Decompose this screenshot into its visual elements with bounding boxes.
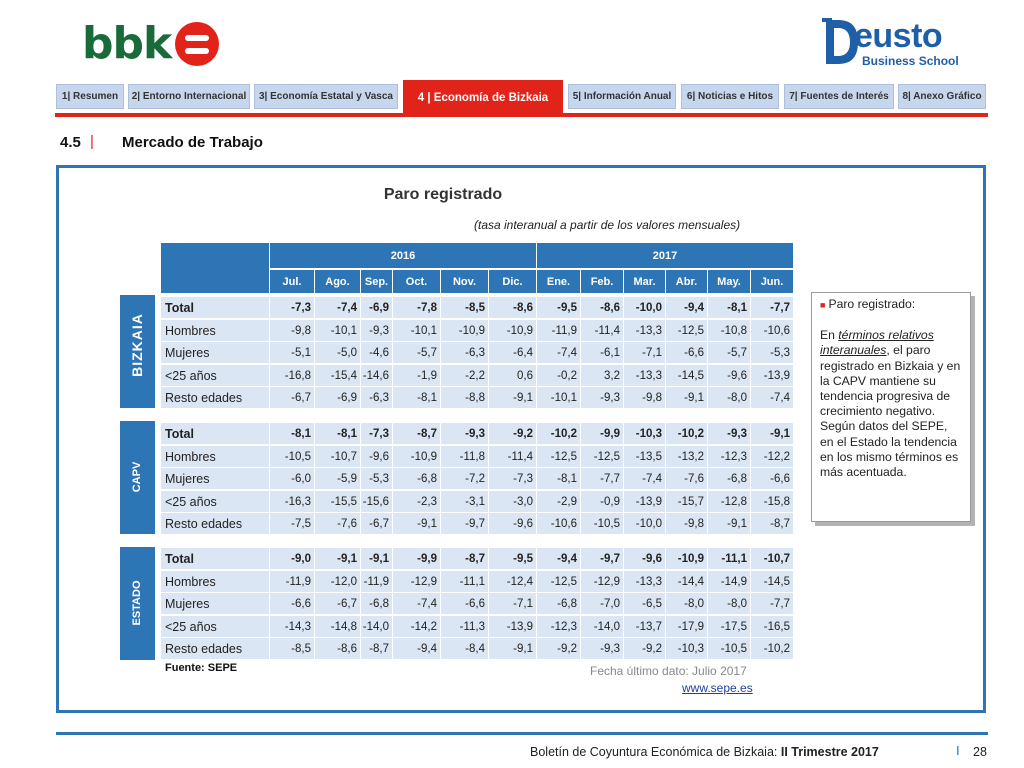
- table-cell: -7,4: [536, 342, 580, 363]
- table-cell: -8,7: [360, 638, 392, 659]
- table-cell: -6,3: [440, 342, 488, 363]
- table-cell: -14,5: [750, 571, 793, 592]
- table-cell: 0,6: [488, 365, 536, 386]
- table-cell: -10,5: [580, 513, 623, 534]
- table-cell: -12,5: [580, 446, 623, 467]
- tab-economia-estatal-vasca[interactable]: 3| Economía Estatal y Vasca: [254, 84, 398, 109]
- footer-separator: I: [956, 743, 960, 758]
- page-number: 28: [973, 745, 987, 759]
- table-cell: -10,5: [707, 638, 750, 659]
- month-header: Jun.: [750, 270, 793, 293]
- section-title: Mercado de Trabajo: [122, 134, 263, 151]
- table-cell: -10,3: [623, 423, 665, 444]
- section-number: 4.5: [60, 134, 81, 151]
- table-cell: -9,8: [269, 320, 314, 341]
- table-cell: -6,4: [488, 342, 536, 363]
- table-cell: -5,3: [750, 342, 793, 363]
- table-cell: -9,1: [488, 387, 536, 408]
- table-cell: -15,7: [665, 491, 707, 512]
- table-cell: -9,3: [580, 387, 623, 408]
- row-label: Total: [161, 297, 269, 318]
- table-cell: -9,9: [392, 548, 440, 569]
- group-bar-bizkaia: [120, 295, 155, 408]
- row-label: Mujeres: [161, 468, 269, 489]
- table-cell: -6,7: [269, 387, 314, 408]
- table-cell: -7,7: [750, 297, 793, 318]
- table-cell: -6,6: [440, 593, 488, 614]
- table-cell: -8,0: [665, 593, 707, 614]
- table-cell: -7,5: [269, 513, 314, 534]
- row-label: Total: [161, 548, 269, 569]
- group-bar-capv: [120, 421, 155, 534]
- row-label: <25 años: [161, 365, 269, 386]
- table-cell: -16,3: [269, 491, 314, 512]
- table-cell: -6,6: [750, 468, 793, 489]
- table-cell: -10,9: [665, 548, 707, 569]
- table-cell: -5,9: [314, 468, 360, 489]
- table-cell: -9,2: [536, 638, 580, 659]
- table-cell: -9,8: [623, 387, 665, 408]
- row-label: Mujeres: [161, 342, 269, 363]
- table-cell: -12,9: [580, 571, 623, 592]
- table-cell: -8,0: [707, 387, 750, 408]
- table-cell: -9,2: [623, 638, 665, 659]
- table-cell: -12,3: [536, 616, 580, 637]
- table-cell: -7,6: [314, 513, 360, 534]
- row-label: <25 años: [161, 491, 269, 512]
- table-cell: -9,4: [536, 548, 580, 569]
- table-cell: -0,9: [580, 491, 623, 512]
- table-cell: -13,3: [623, 571, 665, 592]
- table-cell: -8,1: [392, 387, 440, 408]
- table-cell: -11,1: [707, 548, 750, 569]
- month-header: Dic.: [488, 270, 536, 293]
- table-cell: -8,6: [488, 297, 536, 318]
- row-label: Hombres: [161, 446, 269, 467]
- table-cell: -7,6: [665, 468, 707, 489]
- table-cell: -9,1: [707, 513, 750, 534]
- table-cell: -10,2: [536, 423, 580, 444]
- tab-economia-bizkaia[interactable]: 4 | Economía de Bizkaia: [403, 80, 563, 115]
- deusto-logo: [820, 16, 970, 72]
- group-label-estado: ESTADO: [131, 580, 143, 626]
- table-cell: -10,0: [623, 297, 665, 318]
- table-cell: -14,3: [269, 616, 314, 637]
- table-cell: -15,6: [360, 491, 392, 512]
- table-cell: -8,4: [440, 638, 488, 659]
- table-cell: -13,9: [750, 365, 793, 386]
- footer-text: Boletín de Coyuntura Económica de Bizkaia: II Trimestre 2017: [530, 745, 879, 759]
- table-cell: -1,9: [392, 365, 440, 386]
- table-cell: -3,0: [488, 491, 536, 512]
- table-cell: -9,1: [314, 548, 360, 569]
- table-cell: -8,0: [707, 593, 750, 614]
- table-cell: -6,3: [360, 387, 392, 408]
- deusto-logo-sub: Business School: [862, 54, 959, 68]
- table-cell: -9,8: [665, 513, 707, 534]
- table-cell: -6,9: [314, 387, 360, 408]
- table-cell: -9,7: [580, 548, 623, 569]
- table-cell: -10,0: [623, 513, 665, 534]
- table-cell: -5,7: [392, 342, 440, 363]
- table-cell: -7,3: [360, 423, 392, 444]
- table-cell: -12,5: [536, 446, 580, 467]
- table-cell: -12,2: [750, 446, 793, 467]
- table-cell: -14,9: [707, 571, 750, 592]
- bbk-logo: [82, 18, 219, 69]
- table-cell: -9,4: [392, 638, 440, 659]
- table-cell: -13,9: [623, 491, 665, 512]
- table-cell: -2,9: [536, 491, 580, 512]
- table-cell: -11,9: [269, 571, 314, 592]
- table-cell: -10,2: [750, 638, 793, 659]
- table-cell: -9,7: [440, 513, 488, 534]
- table-cell: -9,3: [440, 423, 488, 444]
- table-cell: -10,1: [536, 387, 580, 408]
- table-cell: -11,4: [488, 446, 536, 467]
- table-cell: -2,3: [392, 491, 440, 512]
- table-cell: -8,7: [392, 423, 440, 444]
- table-cell: -6,9: [360, 297, 392, 318]
- row-label: Resto edades: [161, 638, 269, 659]
- table-cell: -8,7: [750, 513, 793, 534]
- commentary-text: En términos relativos interanuales, el paro registrado en Bizkaia y en la CAPV mantiene su tendencia progresiva de crecimiento negativo. Según datos del SEPE, en el Estado la tendencia en los mismo términos es más acentuada.: [820, 328, 961, 480]
- group-bar-estado: [120, 547, 155, 660]
- table-subtitle: (tasa interanual a partir de los valores mensuales): [474, 218, 741, 232]
- table-cell: -10,2: [665, 423, 707, 444]
- table-cell: -8,8: [440, 387, 488, 408]
- footer-line: [56, 732, 988, 735]
- table-cell: -12,0: [314, 571, 360, 592]
- row-label: Mujeres: [161, 593, 269, 614]
- table-cell: -7,1: [488, 593, 536, 614]
- table-cell: -11,9: [536, 320, 580, 341]
- table-cell: -6,6: [665, 342, 707, 363]
- commentary-emphasis: términos relativos interanuales: [820, 328, 934, 358]
- table-cell: -10,7: [750, 548, 793, 569]
- table-cell: -6,7: [314, 593, 360, 614]
- table-cell: -6,1: [580, 342, 623, 363]
- table-cell: -7,7: [750, 593, 793, 614]
- table-cell: -9,5: [536, 297, 580, 318]
- table-cell: -12,9: [392, 571, 440, 592]
- table-cell: -11,1: [440, 571, 488, 592]
- table-cell: -14,4: [665, 571, 707, 592]
- table-cell: -10,3: [665, 638, 707, 659]
- table-cell: -9,9: [580, 423, 623, 444]
- table-cell: -7,0: [580, 593, 623, 614]
- table-cell: -9,3: [580, 638, 623, 659]
- table-cell: -10,6: [750, 320, 793, 341]
- table-cell: -6,7: [360, 513, 392, 534]
- table-cell: -14,2: [392, 616, 440, 637]
- group-label-capv: CAPV: [131, 461, 143, 493]
- commentary-box: [811, 292, 971, 522]
- month-header: Mar.: [623, 270, 665, 293]
- table-cell: -11,8: [440, 446, 488, 467]
- table-cell: -12,5: [665, 320, 707, 341]
- month-header: Ago.: [314, 270, 360, 293]
- month-header: Ene.: [536, 270, 580, 293]
- table-cell: -9,4: [665, 297, 707, 318]
- table-cell: -7,3: [488, 468, 536, 489]
- table-cell: -9,3: [707, 423, 750, 444]
- footer-period: II Trimestre 2017: [780, 745, 879, 759]
- table-cell: -9,1: [665, 387, 707, 408]
- table-cell: -10,9: [392, 446, 440, 467]
- table-cell: -9,1: [488, 638, 536, 659]
- table-cell: -7,4: [750, 387, 793, 408]
- table-cell: -10,1: [392, 320, 440, 341]
- table-cell: -14,5: [665, 365, 707, 386]
- last-date-note: Fecha último dato: Julio 2017: [590, 664, 747, 678]
- table-cell: -9,6: [488, 513, 536, 534]
- row-label: Resto edades: [161, 513, 269, 534]
- deusto-logo-word: eusto: [854, 17, 943, 55]
- table-cell: -4,6: [360, 342, 392, 363]
- table-cell: -5,1: [269, 342, 314, 363]
- row-label: <25 años: [161, 616, 269, 637]
- source-note: Fuente: SEPE: [165, 662, 238, 674]
- table-corner: [161, 243, 269, 293]
- table-cell: -10,7: [314, 446, 360, 467]
- table-cell: -2,2: [440, 365, 488, 386]
- table-cell: -14,8: [314, 616, 360, 637]
- table-cell: -6,5: [623, 593, 665, 614]
- table-cell: -11,4: [580, 320, 623, 341]
- table-cell: -9,1: [360, 548, 392, 569]
- row-label: Total: [161, 423, 269, 444]
- table-cell: -13,3: [623, 320, 665, 341]
- table-cell: -13,3: [623, 365, 665, 386]
- row-label: Hombres: [161, 320, 269, 341]
- table-cell: -12,4: [488, 571, 536, 592]
- table-cell: -6,8: [536, 593, 580, 614]
- month-header: Abr.: [665, 270, 707, 293]
- table-cell: -9,3: [360, 320, 392, 341]
- table-cell: -8,6: [314, 638, 360, 659]
- commentary-heading: ■ Paro registrado:: [820, 297, 916, 311]
- table-cell: -13,9: [488, 616, 536, 637]
- table-cell: -7,4: [623, 468, 665, 489]
- table-cell: -6,8: [707, 468, 750, 489]
- table-cell: -6,6: [269, 593, 314, 614]
- table-cell: -10,5: [269, 446, 314, 467]
- month-header: Sep.: [360, 270, 392, 293]
- group-label-bizkaia: BIZKAIA: [129, 313, 145, 377]
- table-cell: -10,9: [488, 320, 536, 341]
- table-cell: -8,5: [269, 638, 314, 659]
- table-cell: -17,9: [665, 616, 707, 637]
- table-cell: -7,8: [392, 297, 440, 318]
- table-cell: -7,1: [623, 342, 665, 363]
- table-cell: -9,1: [392, 513, 440, 534]
- table-cell: -10,9: [440, 320, 488, 341]
- table-cell: -8,7: [440, 548, 488, 569]
- table-cell: -7,3: [269, 297, 314, 318]
- table-cell: 3,2: [580, 365, 623, 386]
- table-cell: -8,1: [314, 423, 360, 444]
- month-header: Nov.: [440, 270, 488, 293]
- table-cell: -14,6: [360, 365, 392, 386]
- table-cell: -7,4: [314, 297, 360, 318]
- table-cell: -7,7: [580, 468, 623, 489]
- table-cell: -8,1: [269, 423, 314, 444]
- table-cell: -13,7: [623, 616, 665, 637]
- table-cell: -8,5: [440, 297, 488, 318]
- table-cell: -8,1: [707, 297, 750, 318]
- table-cell: -6,8: [360, 593, 392, 614]
- table-cell: -5,0: [314, 342, 360, 363]
- bbk-logo-text: bbk: [82, 18, 172, 69]
- table-cell: -9,2: [488, 423, 536, 444]
- table-cell: -10,1: [314, 320, 360, 341]
- table-title: Paro registrado: [383, 186, 503, 203]
- tab-entorno-internacional[interactable]: 2| Entorno Internacional: [128, 84, 250, 109]
- tab-noticias-hitos[interactable]: 6| Noticias e Hitos: [681, 84, 779, 109]
- table-cell: -12,5: [536, 571, 580, 592]
- table-cell: -15,5: [314, 491, 360, 512]
- bbk-logo-mark: [175, 22, 219, 66]
- table-cell: -8,1: [536, 468, 580, 489]
- table-cell: -9,6: [360, 446, 392, 467]
- tab-informacion-anual[interactable]: 5| Información Anual: [568, 84, 676, 109]
- table-cell: -6,8: [392, 468, 440, 489]
- tab-anexo-grafico[interactable]: 8| Anexo Gráfico: [898, 84, 986, 109]
- table-cell: -11,9: [360, 571, 392, 592]
- nav-underline: [55, 113, 988, 117]
- table-cell: -8,6: [580, 297, 623, 318]
- table-cell: -3,1: [440, 491, 488, 512]
- table-cell: -17,5: [707, 616, 750, 637]
- table-cell: -9,6: [707, 365, 750, 386]
- table-cell: -5,3: [360, 468, 392, 489]
- table-cell: -7,2: [440, 468, 488, 489]
- table-cell: -13,5: [623, 446, 665, 467]
- tab-resumen[interactable]: 1| Resumen: [56, 84, 124, 109]
- table-cell: -15,4: [314, 365, 360, 386]
- table-cell: -9,0: [269, 548, 314, 569]
- table-cell: -11,3: [440, 616, 488, 637]
- table-cell: -16,5: [750, 616, 793, 637]
- table-cell: -0,2: [536, 365, 580, 386]
- table-cell: -14,0: [360, 616, 392, 637]
- month-header: Feb.: [580, 270, 623, 293]
- table-cell: -14,0: [580, 616, 623, 637]
- table-cell: -10,6: [536, 513, 580, 534]
- row-label: Resto edades: [161, 387, 269, 408]
- table-cell: -15,8: [750, 491, 793, 512]
- month-header: Jul.: [269, 270, 314, 293]
- table-cell: -7,4: [392, 593, 440, 614]
- year-header: 2017: [536, 243, 793, 268]
- table-cell: -12,3: [707, 446, 750, 467]
- table-cell: -9,1: [750, 423, 793, 444]
- table-cell: -9,5: [488, 548, 536, 569]
- table-cell: -16,8: [269, 365, 314, 386]
- table-cell: -13,2: [665, 446, 707, 467]
- section-separator: |: [90, 133, 94, 150]
- month-header: Oct.: [392, 270, 440, 293]
- year-header: 2016: [269, 243, 536, 268]
- table-cell: -5,7: [707, 342, 750, 363]
- bullet-icon: ■: [820, 300, 826, 310]
- table-cell: -6,0: [269, 468, 314, 489]
- sepe-link[interactable]: www.sepe.es: [682, 681, 753, 695]
- table-cell: -10,8: [707, 320, 750, 341]
- month-header: May.: [707, 270, 750, 293]
- table-cell: -9,6: [623, 548, 665, 569]
- table-cell: -12,8: [707, 491, 750, 512]
- row-label: Hombres: [161, 571, 269, 592]
- tab-fuentes-interes[interactable]: 7| Fuentes de Interés: [784, 84, 894, 109]
